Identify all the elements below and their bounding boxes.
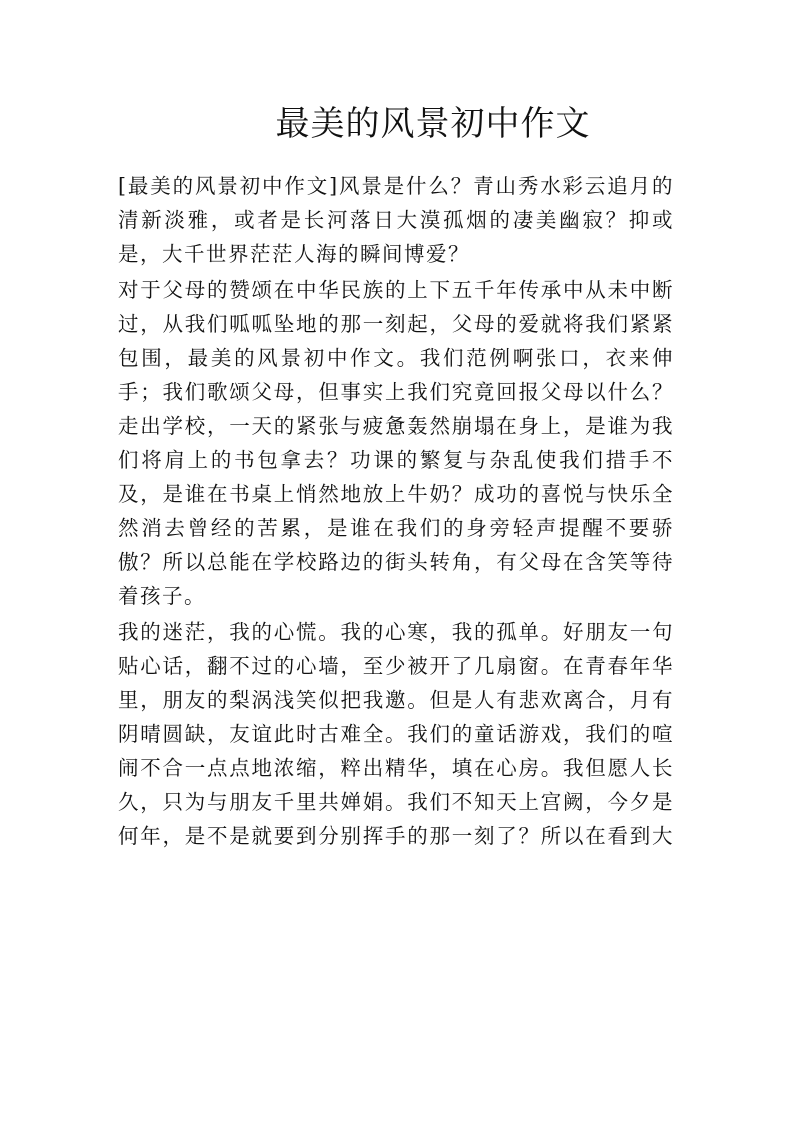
text-line: 闹不合一点点地浓缩，粹出精华，填在心房。我但愿人长 [118, 756, 674, 780]
text-line: 是，大千世界茫茫人海的瞬间博爱？ [118, 242, 470, 266]
text-line: 何年，是不是就要到分别挥手的那一刻了？所以在看到大 [118, 824, 674, 848]
text-line: 过，从我们呱呱坠地的那一刻起，父母的爱就将我们紧紧 [118, 312, 674, 336]
text-line: 对于父母的赞颂在中华民族的上下五千年传承中从未中断 [118, 278, 674, 302]
document-body [118, 169, 674, 853]
text-line: 久，只为与朋友千里共婵娟。我们不知天上宫阙，今夕是 [118, 790, 674, 814]
text-line: 里，朋友的梨涡浅笑似把我邀。但是人有悲欢离合，月有 [118, 688, 674, 712]
paragraph-2 [118, 273, 674, 613]
text-line: 及，是谁在书桌上悄然地放上牛奶？成功的喜悦与快乐全 [118, 482, 674, 506]
text-line: 手；我们歌颂父母，但事实上我们究竟回报父母以什么？ [118, 380, 674, 404]
text-line: 阴晴圆缺，友谊此时古难全。我们的童话游戏，我们的喧 [118, 722, 674, 746]
text-line: 然消去曾经的苦累，是谁在我们的身旁轻声提醒不要骄 [118, 516, 674, 540]
paragraph-3 [118, 615, 674, 853]
text-line: 我的迷茫，我的心慌。我的心寒，我的孤单。好朋友一句 [118, 620, 674, 644]
document-title: 最美的风景初中作文 [275, 104, 591, 144]
text-line: 清新淡雅，或者是长河落日大漠孤烟的凄美幽寂？抑或 [118, 208, 674, 232]
text-line: 傲？所以总能在学校路边的街头转角，有父母在含笑等待 [118, 550, 674, 574]
text-line: [最美的风景初中作文]风景是什么？青山秀水彩云追月的 [118, 174, 674, 198]
text-line: 走出学校，一天的紧张与疲惫轰然崩塌在身上，是谁为我 [118, 414, 674, 438]
text-line: 们将肩上的书包拿去？功课的繁复与杂乱使我们措手不 [118, 448, 674, 472]
paragraph-1 [118, 169, 674, 271]
text-line: 着孩子。 [118, 584, 206, 608]
text-line: 包围，最美的风景初中作文。我们范例啊张口，衣来伸 [118, 346, 674, 370]
text-line: 贴心话，翻不过的心墙，至少被开了几扇窗。在青春年华 [118, 654, 674, 678]
